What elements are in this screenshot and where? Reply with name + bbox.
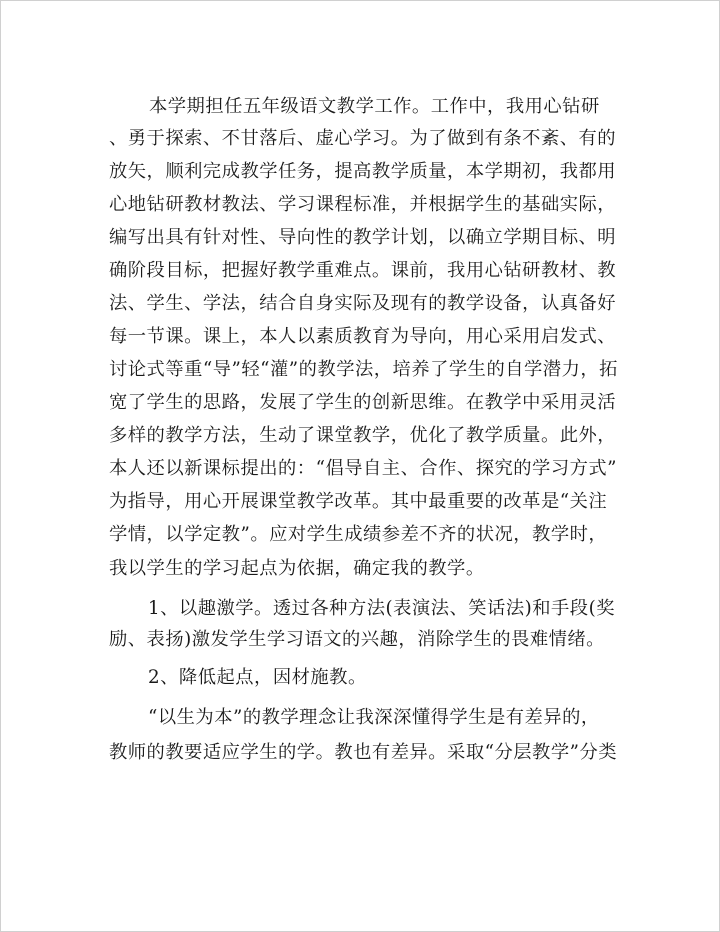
paragraph-line: 多样的教学方法，生动了课堂教学，优化了教学质量。此外， (109, 425, 617, 446)
list-item-line: 1、以趣激学。透过各种方法(表演法、笑话法)和手段(奖 (148, 598, 615, 619)
list-item-line: 2、降低起点，因材施教。 (148, 667, 367, 688)
paragraph-line: “以生为本”的教学理念让我深深懂得学生是有差异的， (148, 707, 600, 728)
list-item-line: 励、表扬)激发学生学习语文的兴趣，消除学生的畏难情绪。 (109, 629, 605, 650)
paragraph-line: 确阶段目标，把握好教学重难点。课前，我用心钻研教材、教 (109, 260, 617, 281)
paragraph-line: 、勇于探索、不甘落后、虚心学习。为了做到有条不紊、有的 (109, 128, 617, 149)
paragraph-line: 心地钻研教材教法、学习课程标准，并根据学生的基础实际， (109, 194, 617, 215)
paragraph-line: 讨论式等重“导”轻“灌”的教学法，培养了学生的自学潜力，拓 (109, 359, 618, 380)
paragraph-line: 教师的教要适应学生的学。教也有差异。采取“分层教学”分类 (109, 742, 618, 763)
paragraph-line: 法、学生、学法，结合自身实际及现有的教学设备，认真备好 (109, 293, 617, 314)
paragraph-line: 本人还以新课标提出的：“倡导自主、合作、探究的学习方式” (109, 458, 618, 479)
paragraph-line: 宽了学生的思路，发展了学生的创新思维。在教学中采用灵活 (109, 392, 617, 413)
paragraph-line: 学情，以学定教”。应对学生成绩参差不齐的状况，教学时， (109, 524, 608, 545)
paragraph-line: 本学期担任五年级语文教学工作。工作中，我用心钻研 (149, 96, 600, 117)
paragraph-line: 为指导，用心开展课堂教学改革。其中最重要的改革是“关注 (109, 491, 608, 512)
paragraph-line: 每一节课。课上，本人以素质教育为导向，用心采用启发式、 (109, 326, 617, 347)
paragraph-line: 放矢，顺利完成教学任务，提高教学质量，本学期初，我都用 (109, 161, 617, 182)
paragraph-line: 编写出具有针对性、导向性的教学计划，以确立学期目标、明 (109, 227, 617, 248)
paragraph-line: 我以学生的学习起点为依据，确定我的教学。 (109, 558, 485, 579)
